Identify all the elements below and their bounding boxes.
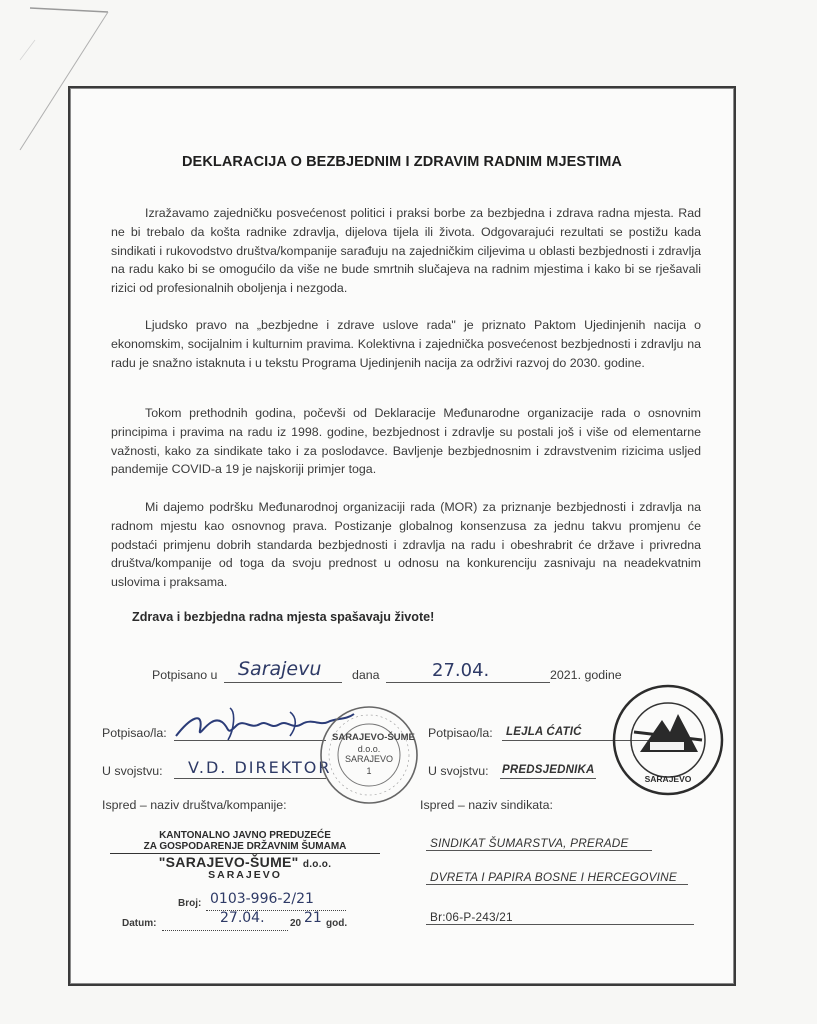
date-line — [386, 682, 550, 683]
right-signatory-name: LEJLA ĆATIĆ — [506, 726, 582, 738]
left-capacity-handwritten: V.D. DIREKTOR — [188, 758, 332, 777]
left-capacity-line — [174, 778, 326, 779]
paragraph-3: Tokom prethodnih godina, počevši od Deklaracije Međunarodne organizacije rada o osnovnim principima i pravima na radu iz 1998. godine, bezbjednost i zdravlje su postali još i više od elementarne važnosti, kako za sindikate tako i za poslodavce. Bavljenje bezbjednosnim i zdravstvenim rizicima usljed pandemije COVID-a 19 je najskoriji primjer toga. — [111, 406, 701, 477]
stamp-number-label: Broj: — [178, 898, 202, 909]
document-frame — [68, 86, 736, 986]
slogan: Zdrava i bezbjedna radna mjesta spašavaju živote! — [132, 610, 435, 624]
stamp-date-label: Datum: — [122, 918, 157, 929]
seal-number: 1 — [366, 766, 372, 776]
paragraph-4: Mi dajemo podršku Međunarodnoj organizaciji rada (MOR) za priznanje bezbjednosti i zdravlja na radnom mjestu kao osnovnog prava. Postizanje globalnog konsenzusa za jednu takvu promjenu će podstaći primjenu dobrih standarda bezbjednosti i zdravlja na radu i obeshrabrit će države i privredna društva/kompanije od toga da svoju prednost u odnosu na konkurenciju zasnivaju na neadekvatnim uslovima i praksama. — [111, 500, 701, 590]
union-line-2 — [426, 884, 688, 885]
signed-in-label: Potpisano u — [152, 668, 218, 682]
union-reference: Br:06-P-243/21 — [430, 910, 513, 924]
left-capacity-label: U svojstvu: — [102, 764, 163, 778]
stamp-date-line — [162, 930, 288, 931]
union-name-line-2: DVRETA I PAPIRA BOSNE I HERCEGOVINE — [430, 870, 677, 884]
union-line-3 — [426, 924, 694, 925]
stamp-line-1: KANTONALNO JAVNO PREDUZEĆE — [159, 830, 331, 841]
place-line — [224, 682, 342, 683]
union-seal-city: SARAJEVO — [644, 774, 692, 784]
year-label: 2021. godine — [550, 668, 622, 682]
seal-center-sub: d.o.o. — [357, 744, 381, 754]
left-signed-by-label: Potpisao/la: — [102, 726, 167, 740]
stamp-year-prefix: 20 — [290, 918, 302, 929]
union-label: Ispred – naziv sindikata: — [420, 798, 553, 812]
date-label: dana — [352, 668, 380, 682]
document-title: DEKLARACIJA O BEZBJEDNIM I ZDRAVIM RADNIM MJESTIMA — [181, 154, 622, 170]
union-line-1 — [426, 850, 652, 851]
stamp-year-handwritten: 21 — [304, 910, 322, 926]
stamp-line-2: ZA GOSPODARENJE DRŽAVNIM ŠUMAMA — [110, 841, 380, 854]
stamp-date-handwritten: 27.04. — [220, 910, 265, 926]
paragraph-2: Ljudsko pravo na „bezbjedne i zdrave uslove rada" je priznato Paktom Ujedinjenih nacija o ekonomskim, socijalnim i kulturnim pravima. Kolektivna i zajednička posvećenost bezbjednosti i zdravlju na radu je snažno istaknuta i u tekstu Programa Ujedinjenih nacija za održivi razvoj do 2030. godine. — [111, 318, 701, 370]
right-signed-by-label: Potpisao/la: — [428, 726, 493, 740]
seal-center-name: SARAJEVO-ŠUME — [332, 732, 415, 743]
paragraph-1: Izražavamo zajedničku posvećenost politici i praksi borbe za bezbjedna i zdrava radna mjesta. Rad ne bi trebalo da košta radnike zdravlja, dijelova tijela ili života. Odgovarajući rezultati se postižu kada sindikati i rukovodstvo društva/kompanije sarađuju na zajedničkim ciljevima u oblasti bezbjednosti i zdravlja na radu kako bi se omogućilo da više ne bude smrtnih slučajeva na radnim mjestima i kako bi se rješavali rizici od profesionalnih oboljenja i nezgoda. — [111, 206, 701, 296]
seal-city: SARAJEVO — [344, 754, 393, 764]
stamp-year-suffix: god. — [326, 918, 348, 929]
place-handwritten: Sarajevu — [238, 658, 322, 680]
right-capacity-label: U svojstvu: — [428, 764, 489, 778]
company-stamp — [110, 830, 380, 881]
stamp-company-name: "SARAJEVO-ŠUME" d.o.o. — [158, 854, 332, 870]
right-capacity: PREDSJEDNIKA — [502, 764, 595, 776]
date-handwritten: 27.04. — [432, 660, 490, 681]
union-name-line-1: SINDIKAT ŠUMARSTVA, PRERADE — [430, 836, 629, 850]
company-label: Ispred – naziv društva/kompanije: — [102, 798, 287, 812]
stamp-city: SARAJEVO — [208, 869, 282, 881]
right-capacity-line — [500, 778, 596, 779]
stamp-number-handwritten: 0103-996-2/21 — [210, 891, 314, 907]
